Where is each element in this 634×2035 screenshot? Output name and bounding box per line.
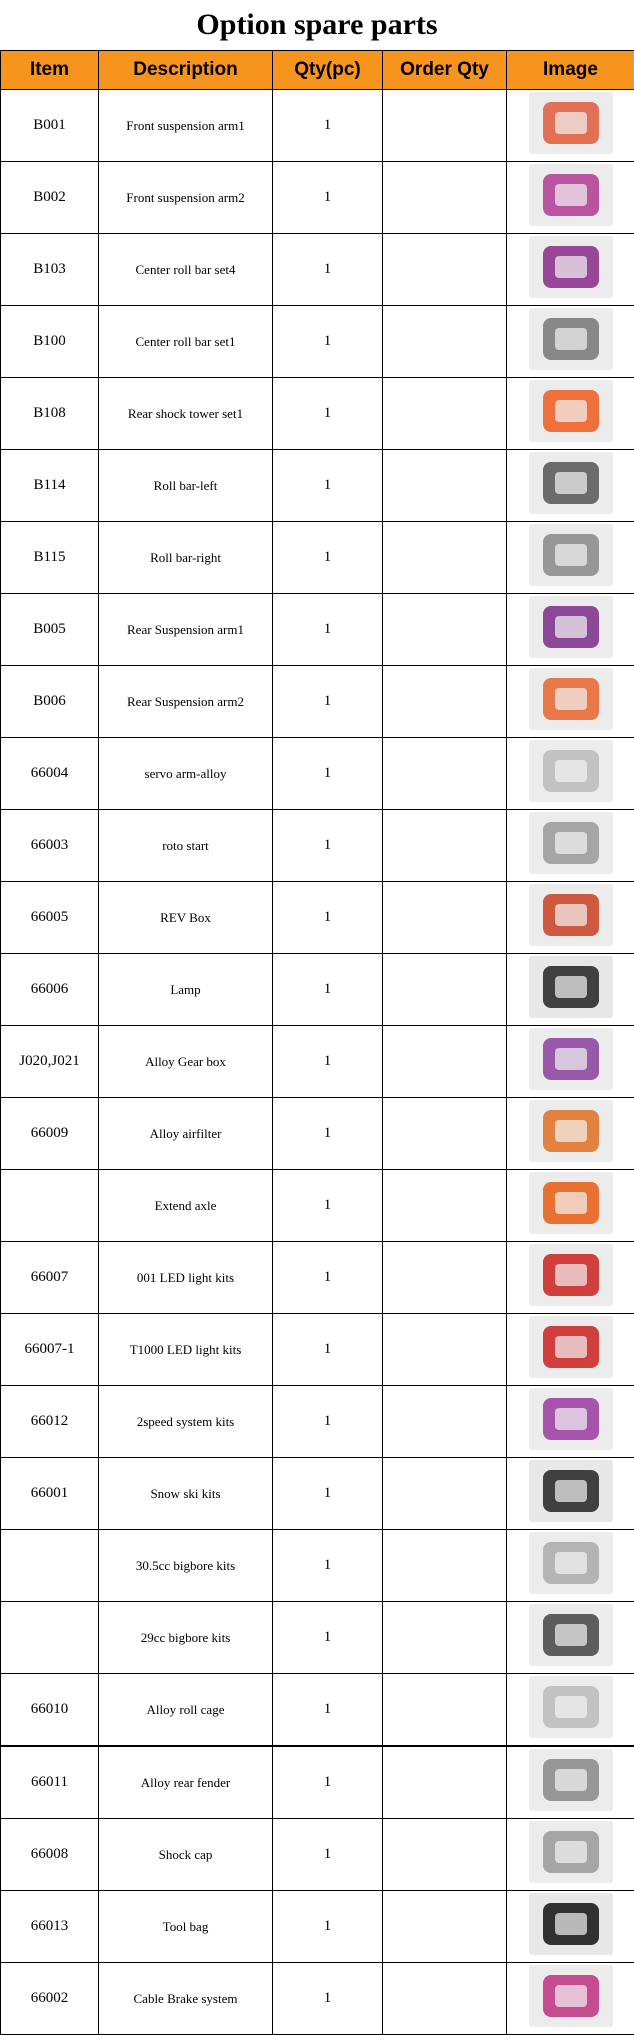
description-cell: Alloy airfilter: [99, 1098, 273, 1170]
image-cell: [507, 1026, 634, 1098]
tool-bag-photo: [529, 1893, 613, 1955]
table-row: [1, 1314, 634, 1386]
qty-cell: 1: [273, 666, 383, 738]
suspension-arm-photo: [529, 668, 613, 730]
table-row: [1, 162, 634, 234]
description-cell: Alloy rear fender: [99, 1746, 273, 1819]
order-qty-cell[interactable]: [383, 666, 507, 738]
header-row: [1, 51, 634, 90]
image-cell: [507, 450, 634, 522]
lamp-photo: [529, 956, 613, 1018]
image-cell: [507, 1602, 634, 1674]
item-code-cell: 66010: [1, 1674, 99, 1747]
led-kit-photo: [529, 1244, 613, 1306]
shock-tower-photo: [529, 380, 613, 442]
order-qty-cell[interactable]: [383, 954, 507, 1026]
item-code-cell: B002: [1, 162, 99, 234]
image-cell: [507, 666, 634, 738]
brake-system-photo: [529, 1965, 613, 2027]
description-cell: Rear shock tower set1: [99, 378, 273, 450]
snow-ski-photo: [529, 1460, 613, 1522]
image-cell: [507, 1819, 634, 1891]
description-cell: Shock cap: [99, 1819, 273, 1891]
header-image: Image: [507, 51, 634, 90]
description-cell: 29cc bigbore kits: [99, 1602, 273, 1674]
item-code-cell: [1, 1602, 99, 1674]
item-code-cell: 66007-1: [1, 1314, 99, 1386]
image-cell: [507, 1891, 634, 1963]
order-qty-cell[interactable]: [383, 90, 507, 162]
item-code-cell: 66004: [1, 738, 99, 810]
qty-cell: 1: [273, 1458, 383, 1530]
item-code-cell: 66007: [1, 1242, 99, 1314]
item-code-cell: B001: [1, 90, 99, 162]
rev-box-photo: [529, 884, 613, 946]
description-cell: 2speed system kits: [99, 1386, 273, 1458]
description-cell: Alloy roll cage: [99, 1674, 273, 1747]
qty-cell: 1: [273, 1602, 383, 1674]
image-cell: [507, 522, 634, 594]
image-cell: [507, 1242, 634, 1314]
item-code-cell: B114: [1, 450, 99, 522]
item-code-cell: B100: [1, 306, 99, 378]
qty-cell: 1: [273, 594, 383, 666]
item-code-cell: [1, 1170, 99, 1242]
table-row: [1, 810, 634, 882]
table-row: [1, 1458, 634, 1530]
qty-cell: 1: [273, 1746, 383, 1819]
parts-table: [0, 50, 634, 2035]
description-cell: REV Box: [99, 882, 273, 954]
order-qty-cell[interactable]: [383, 1314, 507, 1386]
table-row: [1, 234, 634, 306]
image-cell: [507, 90, 634, 162]
order-qty-cell[interactable]: [383, 882, 507, 954]
table-row: [1, 90, 634, 162]
table-row: [1, 1026, 634, 1098]
qty-cell: 1: [273, 1963, 383, 2035]
order-qty-cell[interactable]: [383, 1963, 507, 2035]
image-cell: [507, 810, 634, 882]
description-cell: Alloy Gear box: [99, 1026, 273, 1098]
order-qty-cell[interactable]: [383, 1819, 507, 1891]
table-row: [1, 1242, 634, 1314]
table-row: [1, 522, 634, 594]
servo-arm-photo: [529, 740, 613, 802]
description-cell: Front suspension arm2: [99, 162, 273, 234]
order-qty-cell[interactable]: [383, 1242, 507, 1314]
order-qty-cell[interactable]: [383, 1602, 507, 1674]
description-cell: Roll bar-right: [99, 522, 273, 594]
table-row: [1, 954, 634, 1026]
description-cell: Center roll bar set4: [99, 234, 273, 306]
order-qty-cell[interactable]: [383, 1458, 507, 1530]
order-qty-cell[interactable]: [383, 594, 507, 666]
table-row: [1, 450, 634, 522]
description-cell: Roll bar-left: [99, 450, 273, 522]
description-cell: Tool bag: [99, 1891, 273, 1963]
order-qty-cell[interactable]: [383, 234, 507, 306]
order-qty-cell[interactable]: [383, 1891, 507, 1963]
header-qty: Qty(pc): [273, 51, 383, 90]
qty-cell: 1: [273, 234, 383, 306]
table-row: [1, 1891, 634, 1963]
bigbore-kit-photo: [529, 1532, 613, 1594]
item-code-cell: 66012: [1, 1386, 99, 1458]
roll-bar-photo: [529, 452, 613, 514]
qty-cell: 1: [273, 1098, 383, 1170]
order-qty-cell[interactable]: [383, 1026, 507, 1098]
qty-cell: 1: [273, 522, 383, 594]
item-code-cell: [1, 1530, 99, 1602]
gear-box-photo: [529, 1028, 613, 1090]
table-row: [1, 738, 634, 810]
order-qty-cell[interactable]: [383, 1386, 507, 1458]
shock-cap-photo: [529, 1821, 613, 1883]
item-code-cell: 66002: [1, 1963, 99, 2035]
description-cell: Rear Suspension arm1: [99, 594, 273, 666]
qty-cell: 1: [273, 1819, 383, 1891]
description-cell: Lamp: [99, 954, 273, 1026]
description-cell: 30.5cc bigbore kits: [99, 1530, 273, 1602]
image-cell: [507, 1314, 634, 1386]
qty-cell: 1: [273, 1530, 383, 1602]
description-cell: Snow ski kits: [99, 1458, 273, 1530]
qty-cell: 1: [273, 162, 383, 234]
qty-cell: 1: [273, 1386, 383, 1458]
qty-cell: 1: [273, 954, 383, 1026]
suspension-arm-photo: [529, 92, 613, 154]
rear-fender-photo: [529, 1749, 613, 1811]
header-order-qty: Order Qty: [383, 51, 507, 90]
qty-cell: 1: [273, 450, 383, 522]
order-qty-cell[interactable]: [383, 306, 507, 378]
roll-cage-photo: [529, 1676, 613, 1738]
header-description: Description: [99, 51, 273, 90]
description-cell: roto start: [99, 810, 273, 882]
order-qty-cell[interactable]: [383, 1098, 507, 1170]
item-code-cell: B005: [1, 594, 99, 666]
description-cell: Cable Brake system: [99, 1963, 273, 2035]
description-cell: Extend axle: [99, 1170, 273, 1242]
qty-cell: 1: [273, 1314, 383, 1386]
table-row: [1, 594, 634, 666]
image-cell: [507, 738, 634, 810]
table-row: [1, 1098, 634, 1170]
bigbore-kit-photo: [529, 1604, 613, 1666]
qty-cell: 1: [273, 1674, 383, 1747]
item-code-cell: 66013: [1, 1891, 99, 1963]
qty-cell: 1: [273, 90, 383, 162]
image-cell: [507, 1674, 634, 1747]
table-row: [1, 1674, 634, 1747]
description-cell: Center roll bar set1: [99, 306, 273, 378]
roll-bar-photo: [529, 236, 613, 298]
item-code-cell: 66005: [1, 882, 99, 954]
header-item: Item: [1, 51, 99, 90]
axle-photo: [529, 1172, 613, 1234]
page-title: Option spare parts: [0, 0, 634, 50]
table-row: [1, 1746, 634, 1819]
image-cell: [507, 1530, 634, 1602]
image-cell: [507, 594, 634, 666]
qty-cell: 1: [273, 810, 383, 882]
table-row: [1, 1170, 634, 1242]
item-code-cell: 66003: [1, 810, 99, 882]
image-cell: [507, 1458, 634, 1530]
qty-cell: 1: [273, 378, 383, 450]
suspension-arm-photo: [529, 596, 613, 658]
qty-cell: 1: [273, 1170, 383, 1242]
order-qty-cell[interactable]: [383, 522, 507, 594]
image-cell: [507, 1170, 634, 1242]
item-code-cell: 66006: [1, 954, 99, 1026]
image-cell: [507, 1098, 634, 1170]
qty-cell: 1: [273, 738, 383, 810]
description-cell: Front suspension arm1: [99, 90, 273, 162]
table-row: [1, 666, 634, 738]
item-code-cell: B108: [1, 378, 99, 450]
roll-bar-photo: [529, 308, 613, 370]
item-code-cell: B115: [1, 522, 99, 594]
description-cell: servo arm-alloy: [99, 738, 273, 810]
table-row: [1, 378, 634, 450]
order-qty-cell[interactable]: [383, 810, 507, 882]
order-qty-cell[interactable]: [383, 1674, 507, 1747]
item-code-cell: J020,J021: [1, 1026, 99, 1098]
led-kit-photo: [529, 1316, 613, 1378]
qty-cell: 1: [273, 1242, 383, 1314]
image-cell: [507, 1746, 634, 1819]
item-code-cell: 66001: [1, 1458, 99, 1530]
order-qty-cell[interactable]: [383, 1170, 507, 1242]
order-qty-cell[interactable]: [383, 450, 507, 522]
qty-cell: 1: [273, 882, 383, 954]
table-row: [1, 1530, 634, 1602]
description-cell: 001 LED light kits: [99, 1242, 273, 1314]
table-row: [1, 306, 634, 378]
roto-start-photo: [529, 812, 613, 874]
table-row: [1, 882, 634, 954]
qty-cell: 1: [273, 1891, 383, 1963]
order-qty-cell[interactable]: [383, 738, 507, 810]
air-filter-photo: [529, 1100, 613, 1162]
image-cell: [507, 234, 634, 306]
table-row: [1, 1819, 634, 1891]
image-cell: [507, 954, 634, 1026]
item-code-cell: B103: [1, 234, 99, 306]
image-cell: [507, 162, 634, 234]
roll-bar-photo: [529, 524, 613, 586]
qty-cell: 1: [273, 306, 383, 378]
order-qty-cell[interactable]: [383, 1746, 507, 1819]
image-cell: [507, 882, 634, 954]
item-code-cell: B006: [1, 666, 99, 738]
order-qty-cell[interactable]: [383, 162, 507, 234]
order-qty-cell[interactable]: [383, 378, 507, 450]
image-cell: [507, 378, 634, 450]
image-cell: [507, 306, 634, 378]
item-code-cell: 66008: [1, 1819, 99, 1891]
item-code-cell: 66009: [1, 1098, 99, 1170]
description-cell: Rear Suspension arm2: [99, 666, 273, 738]
item-code-cell: 66011: [1, 1746, 99, 1819]
table-row: [1, 1386, 634, 1458]
table-row: [1, 1963, 634, 2035]
table-row: [1, 1602, 634, 1674]
order-qty-cell[interactable]: [383, 1530, 507, 1602]
image-cell: [507, 1963, 634, 2035]
image-cell: [507, 1386, 634, 1458]
description-cell: T1000 LED light kits: [99, 1314, 273, 1386]
speed-kit-photo: [529, 1388, 613, 1450]
suspension-arm-photo: [529, 164, 613, 226]
qty-cell: 1: [273, 1026, 383, 1098]
